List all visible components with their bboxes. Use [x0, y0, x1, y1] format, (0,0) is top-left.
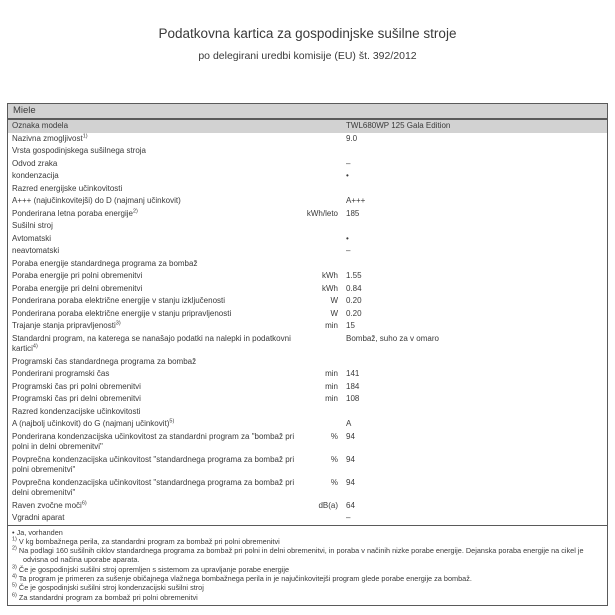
footnote-marker: 6) [81, 499, 87, 506]
row-label: Sušilni stroj [12, 221, 53, 230]
row-label: Programski čas pri delni obremenitvi [12, 394, 141, 403]
row-label: Poraba energije pri polni obremenitvi [12, 271, 143, 280]
row-unit: W [330, 308, 338, 318]
table-row [8, 295, 607, 308]
table-rows [8, 133, 607, 525]
table-row [8, 270, 607, 283]
row-unit: kWh [322, 271, 338, 280]
page-subtitle: po delegirani uredbi komisije (EU) št. 392/2012 [198, 50, 417, 62]
row-label: kondenzacija [12, 171, 59, 180]
row-label: Programski čas pri polni obremenitvi [12, 381, 141, 391]
row-value: 94 [346, 477, 355, 487]
row-label: Vrsta gospodinjskega sušilnega stroja [12, 146, 147, 155]
row-label: Nazivna zmogljivost$^{1)}$ [12, 132, 88, 143]
row-label: Razred kondenzacijske učinkovitosti [12, 406, 141, 416]
row-label: A+++ (najučinkovitejši) do D (najmanj učinkovit) [12, 196, 181, 205]
table-row [8, 393, 607, 406]
row-value: • [346, 233, 349, 243]
table-row [8, 356, 607, 369]
row-unit: kWh/leto [306, 208, 338, 218]
row-label: Povprečna kondenzacijska učinkovitost "standardnega programa za bombaž pri delni obremenitvi" [12, 477, 295, 497]
table-row [8, 195, 607, 208]
table-row [8, 512, 607, 525]
table-row [8, 145, 607, 158]
footnote-marker: 5) [169, 418, 175, 425]
model-row-label: Oznaka modela [12, 121, 69, 130]
footnote-marker: 2) [132, 207, 138, 214]
row-value: 94 [346, 454, 355, 464]
row-label: Avtomatski [12, 233, 51, 243]
row-value: • [346, 171, 349, 180]
footnotes [8, 525, 607, 605]
footnote-line: $^{4)}$ Ta program je primeren za sušenje običajnega vlažnega bombažnega perila in je najučinkovitejši program glede porabe energije za bombaž. [12, 573, 472, 583]
table-row [8, 320, 607, 333]
row-label: Poraba energije pri delni obremenitvi [12, 283, 143, 293]
row-label: Ponderirana kondenzacijska učinkovitost za standardni program za "bombaž pri polni in delni obremenitvi" [12, 431, 295, 451]
table-row [8, 283, 607, 296]
row-unit: % [330, 454, 338, 464]
row-value: 64 [346, 500, 355, 510]
row-value: 108 [346, 394, 360, 403]
table-row [8, 233, 607, 246]
table-row [8, 418, 607, 431]
footnote-line: $^{5)}$ Če je gospodinjski sušilni stroj kondenzacijski sušilni stroj [12, 582, 204, 593]
row-value: Bombaž, suho za v omaro [346, 333, 439, 343]
table-row [8, 381, 607, 394]
row-unit: min [325, 321, 338, 330]
brand-header: Miele [7, 103, 608, 119]
row-value: A [346, 419, 352, 428]
row-value: 185 [346, 208, 360, 218]
product-fiche [7, 103, 608, 606]
row-label: Ponderirana poraba električne energije v stanju izključenosti [12, 296, 226, 305]
row-value: 0.20 [346, 308, 362, 318]
footnote-line: • Ja, vorhanden [12, 527, 63, 537]
row-label: Povprečna kondenzacijska učinkovitost "standardnega programa za bombaž pri polni obremenitvi" [12, 454, 295, 474]
table-row [8, 477, 607, 500]
row-label: Vgradni aparat [12, 513, 65, 522]
row-unit: % [330, 431, 338, 441]
row-unit: min [325, 381, 338, 391]
row-unit: min [325, 394, 338, 403]
row-value: 0.20 [346, 296, 362, 305]
model-row-value: TWL680WP 125 Gala Edition [346, 121, 451, 130]
row-label: A (najbolj učinkovit) do G (najmanj učinkovit)$^{5)}$ [12, 418, 175, 428]
footnote-marker: 1) [82, 132, 88, 139]
row-label: Trajanje stanja pripravljenosti$^{3)}$ [12, 320, 121, 330]
row-value: – [346, 513, 351, 522]
row-unit: min [325, 369, 338, 378]
row-unit: % [330, 477, 338, 487]
table-row [8, 368, 607, 381]
row-label: Odvod zraka [12, 158, 58, 168]
table-row [8, 220, 607, 233]
row-label: Razred energijske učinkovitosti [12, 183, 123, 193]
row-value: – [346, 246, 351, 255]
table-row [8, 308, 607, 321]
table-row [8, 170, 607, 183]
row-value: 184 [346, 381, 360, 391]
row-value: A+++ [346, 196, 366, 205]
row-value: 94 [346, 431, 355, 441]
spec-table [7, 119, 608, 606]
row-label: Ponderirana letna poraba energije$^{2)}$ [12, 207, 138, 218]
row-value: – [346, 158, 351, 168]
table-row [8, 245, 607, 258]
footnote-marker: 3) [115, 320, 121, 327]
row-label: Raven zvočne moči$^{6)}$ [12, 499, 87, 510]
row-value: 1.55 [346, 271, 362, 280]
footnote-line: $^{6)}$ Za standardni program za bombaž pri polni obremenitvi [12, 592, 198, 602]
footnote-line: $^{2)}$ Na podlagi 160 sušilnih ciklov standardnega programa za bombaž pri polni in delni obremenitvi, in poraba v načinih nizke porabe energije. Dejanska poraba energije na cikel je odvisna od načina uporabe aparata. [12, 545, 584, 565]
table-row [8, 500, 607, 513]
row-value: 141 [346, 369, 360, 378]
footnote-line: $^{1)}$ V kg bombažnega perila, za standardni program za bombaž pri polni obremenitvi [12, 536, 280, 546]
row-unit: W [330, 296, 338, 305]
row-label: Ponderirana poraba električne energije v stanju pripravljenosti [12, 308, 232, 318]
model-row [8, 120, 607, 133]
table-row [8, 133, 607, 146]
table-row [8, 431, 607, 454]
table-row [8, 406, 607, 419]
row-label: Programski čas standardnega programa za bombaž [12, 356, 197, 366]
footnote-line: $^{3)}$ Če je gospodinjski sušilni stroj opremljen s sistemom za upravljanje porabe energije [12, 564, 290, 574]
table-row [8, 258, 607, 271]
row-value: 9.0 [346, 133, 358, 143]
row-label: Standardni program, na katerega se nanašajo podatki na nalepki in podatkovni kartici$^{4)}$ [12, 333, 291, 353]
row-unit: kWh [322, 283, 338, 293]
footnote-marker: 4) [32, 343, 38, 350]
row-label: Poraba energije standardnega programa za bombaž [12, 258, 198, 268]
table-row [8, 208, 607, 221]
table-row [8, 333, 607, 356]
row-unit: dB(a) [318, 500, 338, 510]
row-value: 0.84 [346, 283, 362, 293]
table-row [8, 183, 607, 196]
page-title: Podatkovna kartica za gospodinjske sušilne stroje [158, 26, 457, 41]
row-label: Ponderirani programski čas [12, 369, 110, 378]
table-row [8, 158, 607, 171]
row-value: 15 [346, 321, 355, 330]
table-row [8, 454, 607, 477]
row-label: neavtomatski [12, 246, 60, 255]
